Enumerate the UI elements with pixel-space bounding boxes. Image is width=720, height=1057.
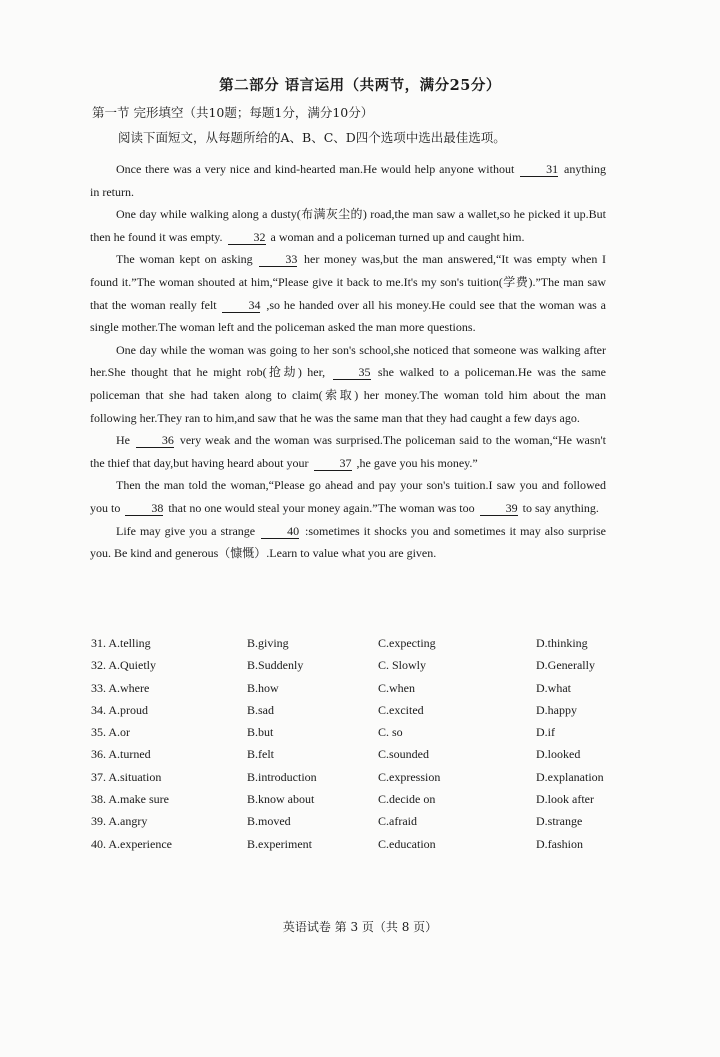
text: her money was,but the man answered,“It was empty when I found it.”The woman shouted at him,“Please give it back to me.It's my son's tuition(学费).”The man saw that the woman really felt: [90, 252, 607, 312]
option-d: D.Generally: [536, 658, 595, 673]
text: ,so he handed over all his money.He could see that the woman was a single mother.The woman left and the policeman asked the man more questions.: [90, 297, 607, 335]
option-c: C.when: [378, 680, 415, 695]
text: ,he gave you his money.”: [356, 455, 478, 470]
blank-37: 37: [314, 456, 352, 471]
option-c: C.expecting: [378, 636, 436, 650]
text: very weak and the woman was surprised.The policeman said to the woman,“He wasn't the thief that day,but having heard about your: [90, 433, 607, 470]
option-b: B.Suddenly: [247, 658, 304, 673]
option-a: 37. A.situation: [91, 769, 162, 784]
paragraph-2: [90, 203, 606, 248]
blank-34: 34: [222, 298, 260, 313]
blank-33: 33: [259, 252, 297, 267]
option-d: D.happy: [536, 702, 577, 717]
blank-31: 31: [520, 162, 558, 177]
text: :sometimes it shocks you and sometimes it may also surprise you. Be kind and generous（慷慨）.Learn to value what you are given.: [90, 523, 607, 561]
answer-options: [91, 636, 631, 859]
text: a woman and a policeman turned up and caught him.: [270, 229, 525, 244]
option-b: B.how: [247, 680, 279, 695]
option-row-38: [91, 792, 631, 814]
option-d: D.fashion: [536, 836, 583, 851]
option-b: B.know about: [247, 792, 315, 807]
option-a: 36. A.turned: [91, 747, 151, 762]
option-a: 35. A.or: [91, 725, 130, 740]
option-row-34: [91, 703, 631, 725]
paragraph-6: [90, 474, 606, 519]
option-row-33: [91, 681, 631, 703]
option-row-35: [91, 725, 631, 747]
text: One day while walking along a dusty(布满灰尘的) road,the man saw a wallet,so he picked it up.But then he found it was empty.: [90, 207, 606, 244]
option-a: 38. A.make sure: [91, 792, 169, 807]
option-d: D.look after: [536, 792, 594, 807]
paragraph-4: [90, 339, 606, 429]
option-d: D.explanation: [536, 769, 604, 784]
paragraph-1: [90, 158, 606, 203]
blank-39: 39: [480, 501, 518, 516]
text: that no one would steal your money again.”The woman was too: [168, 500, 475, 515]
blank-40: 40: [261, 524, 299, 539]
blank-36: 36: [136, 433, 174, 448]
part-title: 第二部分 语言运用（共两节，满分25分）: [219, 77, 501, 94]
option-a: 33. A.where: [91, 680, 150, 695]
option-c: C. Slowly: [378, 658, 427, 673]
text: Then the man told the woman,“Please go ahead and pay your son's tuition.I saw you and followed you to: [90, 478, 606, 515]
option-c: C. so: [378, 725, 403, 740]
option-c: C.afraid: [378, 814, 417, 829]
option-c: C.excited: [378, 702, 424, 717]
cloze-passage: [90, 158, 606, 565]
option-c: C.sounded: [378, 747, 429, 762]
option-row-39: [91, 814, 631, 836]
section-title: 第一节 完形填空（共10题；每题1分，满分10分）: [92, 105, 374, 120]
text: she walked to a policeman.He was the same policeman that she had taken along to claim(索取) her money.The woman told him about the man following her.They ran to him,and saw that he was the same man that they had caught a few days ago.: [90, 365, 607, 425]
option-d: D.if: [536, 725, 555, 740]
paragraph-3: [90, 248, 606, 338]
option-row-32: [91, 658, 631, 680]
blank-38: 38: [125, 501, 163, 516]
paragraph-5: [90, 429, 606, 474]
option-d: D.thinking: [536, 636, 588, 650]
option-c: C.decide on: [378, 792, 436, 807]
text: The woman kept on asking: [116, 252, 253, 267]
text: He: [116, 433, 130, 448]
directions: 阅读下面短文，从每题所给的A、B、C、D四个选项中选出最佳选项。: [118, 130, 506, 145]
option-row-40: [91, 837, 631, 859]
option-row-37: [91, 770, 631, 792]
option-d: D.strange: [536, 814, 583, 829]
option-a: 31. A.telling: [91, 636, 151, 650]
option-b: B.felt: [247, 747, 274, 762]
text: to say anything.: [522, 500, 599, 515]
option-a: 32. A.Quietly: [91, 658, 156, 673]
option-c: C.education: [378, 836, 436, 851]
paragraph-7: [90, 520, 606, 565]
text: anything in return.: [90, 162, 606, 199]
page-footer: 英语试卷 第 3 页（共 8 页）: [282, 920, 438, 934]
option-c: C.expression: [378, 769, 441, 784]
option-row-36: [91, 747, 631, 769]
text: Once there was a very nice and kind-hearted man.He would help anyone without: [116, 162, 515, 176]
option-d: D.looked: [536, 747, 581, 762]
option-a: 40. A.experience: [91, 836, 172, 851]
option-b: B.sad: [247, 702, 274, 717]
option-b: B.giving: [247, 636, 289, 650]
option-b: B.introduction: [247, 769, 317, 784]
text: One day while the woman was going to her son's school,she noticed that someone was walking after her.She thought that he might rob(抢劫) her,: [90, 342, 606, 380]
blank-35: 35: [333, 365, 371, 380]
text: Life may give you a strange: [116, 523, 256, 538]
option-row-31: [91, 636, 631, 658]
option-b: B.but: [247, 725, 274, 740]
option-b: B.moved: [247, 814, 291, 829]
option-d: D.what: [536, 680, 571, 695]
option-b: B.experiment: [247, 836, 312, 851]
option-a: 34. A.proud: [91, 702, 148, 717]
blank-32: 32: [228, 230, 266, 245]
option-a: 39. A.angry: [91, 814, 148, 829]
